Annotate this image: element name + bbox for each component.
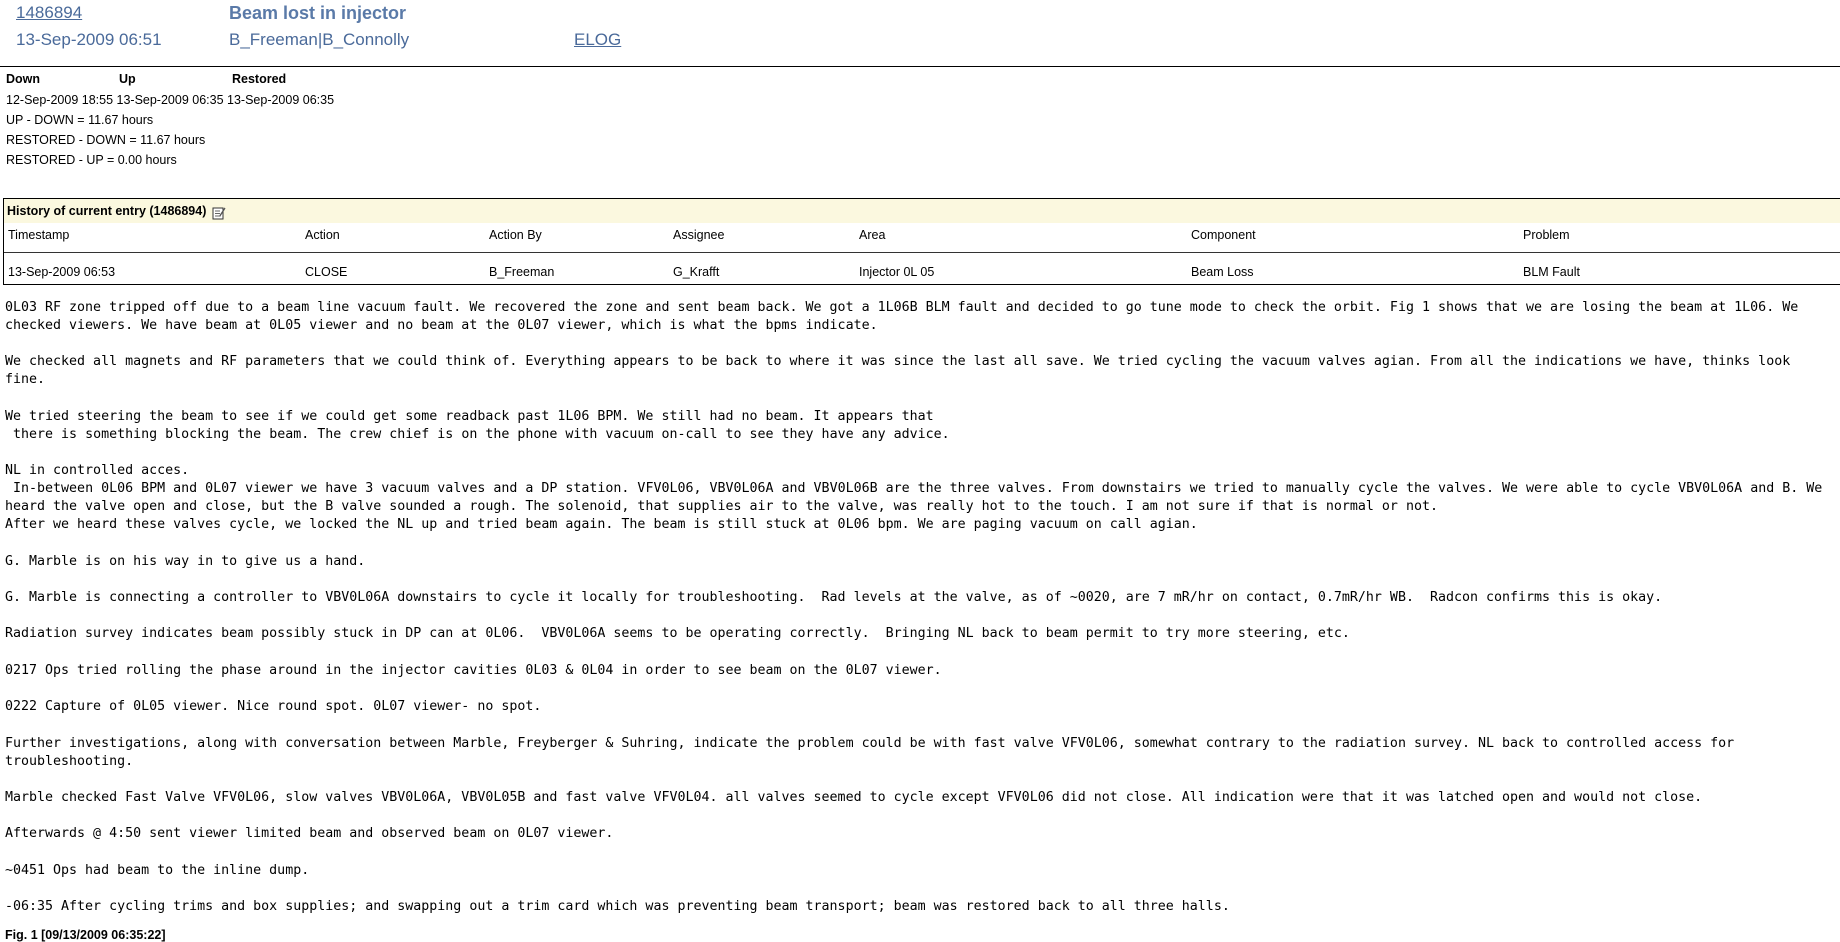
log-body (5, 299, 1837, 934)
elog-link[interactable]: ELOG (574, 30, 622, 49)
entry-header (0, 0, 1840, 67)
up-header: Up (119, 72, 136, 86)
log-paragraph: We tried steering the beam to see if we could get some readback past 1L06 BPM. We still had no beam. It appears that there is something blocking the beam. The crew chief is on the phone with vacuum on-call to see they have any advice. (5, 408, 950, 442)
downtime-summary (6, 72, 334, 170)
entry-authors: B_Freeman|B_Connolly (229, 30, 410, 49)
cell-problem: BLM Fault (1523, 265, 1580, 279)
col-header-component: Component (1191, 228, 1256, 242)
restored-up-hours: RESTORED - UP = 0.00 hours (6, 153, 177, 167)
col-header-timestamp: Timestamp (8, 228, 70, 242)
col-header-action: Action (305, 228, 340, 242)
cell-area: Injector 0L 05 (859, 265, 935, 279)
entry-title: Beam lost in injector (229, 3, 407, 23)
log-paragraph: 0L03 RF zone tripped off due to a beam line vacuum fault. We recovered the zone and sent beam back. We got a 1L06B BLM fault and decided to go tune mode to check the orbit. Fig 1 shows that we are losing the beam at 1L06. We checked viewers. We have beam at 0L05 viewer and no beam at the 0L07 viewer, which is what the bpms indicate. (5, 300, 1807, 333)
log-paragraph: NL in controlled acces. In-between 0L06 BPM and 0L07 viewer we have 3 vacuum valves and a DP station. VFV0L06, VBV0L06A and VBV0L06B are the three valves. From downstairs we tried to manually cycle the valves. We were able to cycle VBV0L06A and B. We heard the valve open and close, but the B valve sounded a rough. The solenoid, that supplies air to the valve, was really hot to the touch. I am not sure if that is normal or not. After we heard these valves cycle, we locked the NL up and tried beam again. The beam is still stuck at 0L06 bpm. We are paging vacuum on call agian. (5, 463, 1823, 533)
col-header-area: Area (859, 228, 886, 242)
log-paragraph: Marble checked Fast Valve VFV0L06, slow valves VBV0L06A, VBV0L05B and fast valve VFV0L04. all valves seemed to cycle except VFV0L06 did not close. All indication were that it was latched open and would not close. (5, 789, 1703, 805)
figure-caption: Fig. 1 [09/13/2009 06:35:22] (5, 928, 166, 942)
log-paragraph: Radiation survey indicates beam possibly stuck in DP can at 0L06. VBV0L06A seems to be operating correctly. Bringing NL back to beam permit to try more steering, etc. (5, 626, 1350, 642)
log-paragraph: We checked all magnets and RF parameters that we could think of. Everything appears to be back to where it was since the last all save. We tried cycling the vacuum valves agian. From all the indications we have, thinks look fine. (5, 354, 1799, 388)
log-paragraph: Further investigations, along with conversation between Marble, Freyberger & Suhring, indicate the problem could be with fast valve VFV0L06, somewhat contrary to the radiation survey. NL back to controlled access for troubleshooting. (5, 735, 1743, 769)
log-paragraph: ~0451 Ops had beam to the inline dump. (5, 862, 310, 878)
log-paragraph: Afterwards @ 4:50 sent viewer limited beam and observed beam on 0L07 viewer. (5, 826, 614, 842)
log-paragraph: G. Marble is connecting a controller to VBV0L06A downstairs to cycle it locally for troubleshooting. Rad levels at the valve, as of ~0020, are 7 mR/hr on contact, 0.7mR/hr WB. Radcon confirms this is okay. (5, 589, 1663, 605)
log-paragraph: 0217 Ops tried rolling the phase around in the injector cavities 0L03 & 0L04 in order to see beam on the 0L07 viewer. (5, 662, 942, 678)
entry-datetime: 13-Sep-2009 06:51 (16, 30, 162, 49)
log-paragraph: -06:35 After cycling trims and box supplies; and swapping out a trim card which was preventing beam transport; beam was restored back to all three halls. (5, 899, 1230, 915)
cell-assignee: G_Krafft (673, 265, 720, 279)
history-title-bar (4, 199, 1840, 223)
cell-timestamp: 13-Sep-2009 06:53 (8, 265, 116, 279)
log-paragraph: G. Marble is on his way in to give us a hand. (5, 553, 366, 569)
restored-header: Restored (232, 72, 287, 86)
log-paragraph: 0222 Capture of 0L05 viewer. Nice round spot. 0L07 viewer- no spot. (5, 699, 542, 715)
cell-component: Beam Loss (1191, 265, 1254, 279)
cell-action-by: B_Freeman (489, 265, 555, 279)
restored-down-hours: RESTORED - DOWN = 11.67 hours (6, 133, 206, 147)
cell-action: CLOSE (305, 265, 348, 279)
history-table (3, 198, 1840, 285)
col-header-assignee: Assignee (673, 228, 725, 242)
col-header-problem: Problem (1523, 228, 1570, 242)
edit-icon[interactable] (212, 204, 226, 218)
header-divider (4, 252, 1840, 253)
history-title: History of current entry (1486894) (7, 204, 207, 218)
col-header-action-by: Action By (489, 228, 542, 242)
up-down-hours: UP - DOWN = 11.67 hours (6, 113, 154, 127)
entry-id-link[interactable]: 1486894 (16, 3, 83, 22)
down-header: Down (6, 72, 41, 86)
downtime-headers (6, 72, 334, 90)
downtime-values: 12-Sep-2009 18:55 13-Sep-2009 06:35 13-Sep-2009 06:35 (6, 93, 335, 107)
